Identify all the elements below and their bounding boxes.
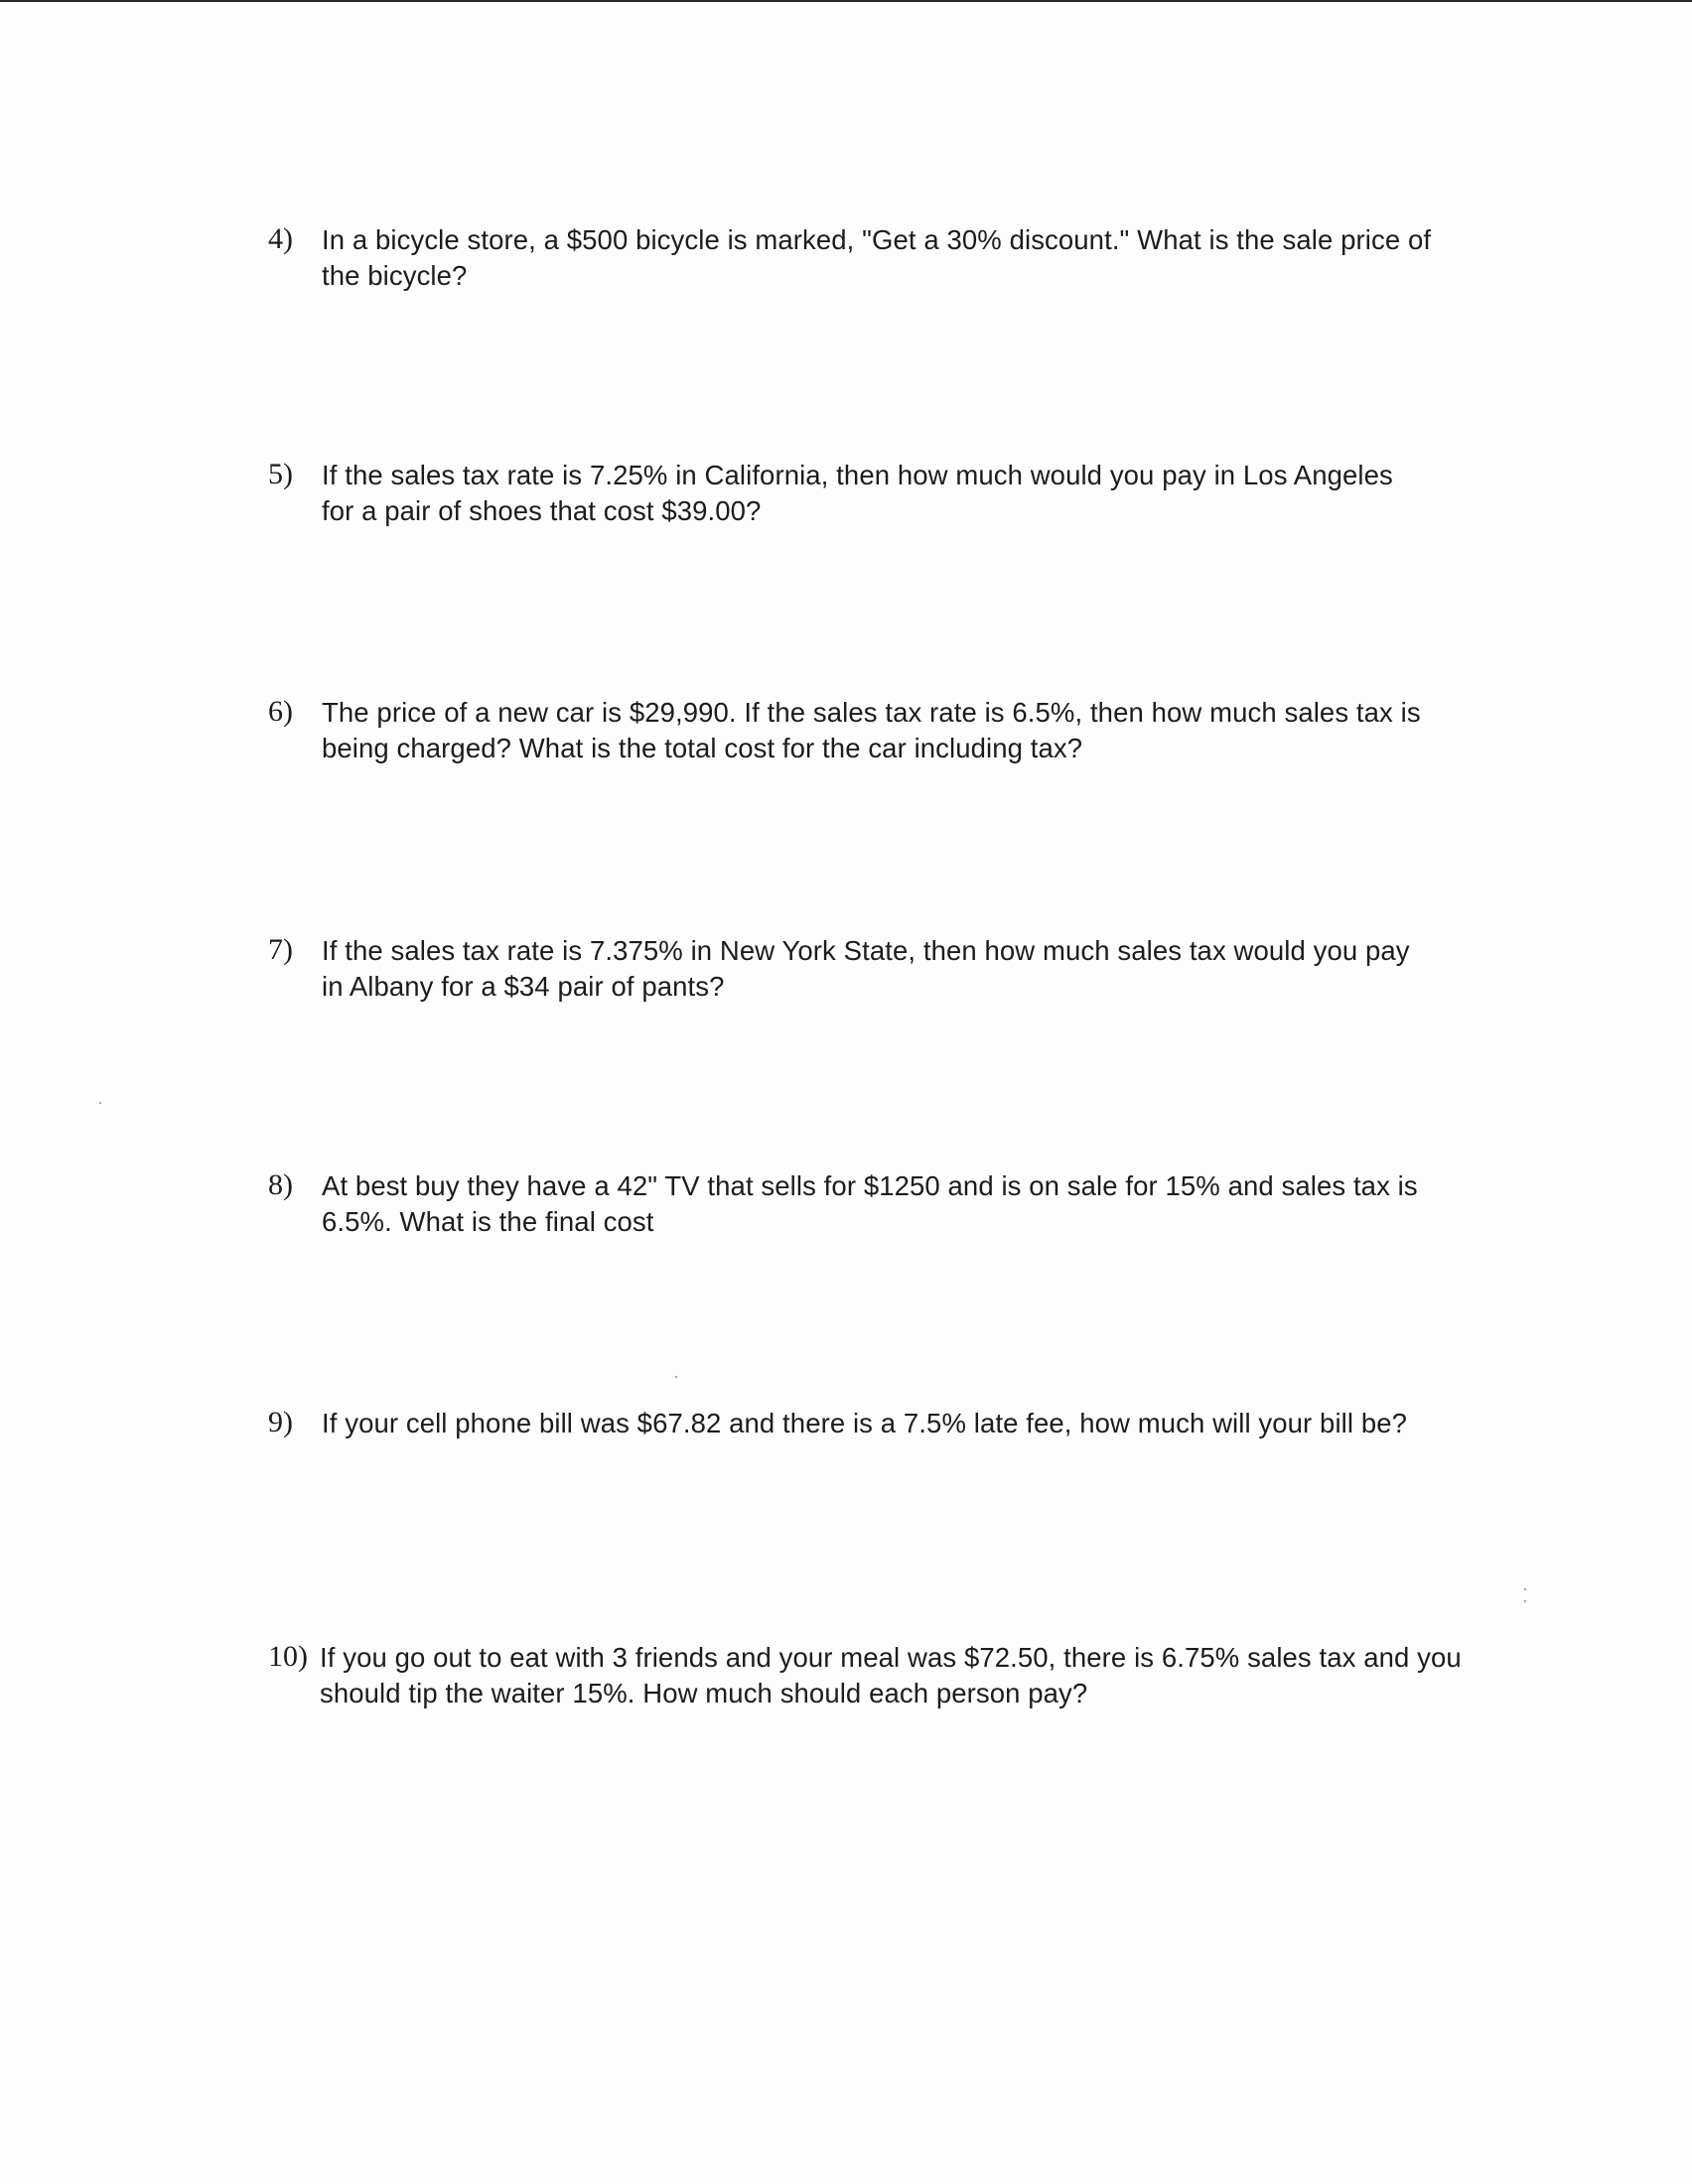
problem-text: In a bicycle store, a $500 bicycle is marked, "Get a 30% discount." What is the sale price of the bicycle? (322, 224, 1432, 291)
problem-number: 7) (268, 933, 293, 966)
problem-number: 5) (268, 458, 293, 490)
problem-number: 8) (268, 1168, 293, 1201)
problem-text: At best buy they have a 42" TV that sells for $1250 and is on sale for 15% and sales tax is 6.5%. What is the final cost (322, 1170, 1418, 1237)
problem-text: If your cell phone bill was $67.82 and there is a 7.5% late fee, how much will your bill be? (322, 1408, 1408, 1438)
scan-speck (99, 1102, 101, 1104)
page-top-edge (0, 0, 1692, 2)
problem-number: 4) (268, 222, 293, 255)
problem-text: If the sales tax rate is 7.25% in California, then how much would you pay in Los Angeles for a pair of shoes that cost $39.00? (322, 460, 1393, 526)
problem-number: 9) (268, 1406, 293, 1438)
scan-speck (1524, 1588, 1526, 1590)
problem-text: If the sales tax rate is 7.375% in New York State, then how much sales tax would you pay in Albany for a $34 pair of pants? (322, 935, 1410, 1002)
scan-speck (675, 1376, 677, 1378)
problem-text: The price of a new car is $29,990. If the sales tax rate is 6.5%, then how much sales tax is being charged? What is the total cost for the car including tax? (322, 697, 1421, 763)
problem-number: 6) (268, 695, 293, 728)
scan-speck (1524, 1600, 1526, 1602)
problem-number: 10) (268, 1640, 308, 1673)
problem-text: If you go out to eat with 3 friends and your meal was $72.50, there is 6.75% sales tax and you should tip the waiter 15%. How much should each person pay? (320, 1642, 1462, 1708)
